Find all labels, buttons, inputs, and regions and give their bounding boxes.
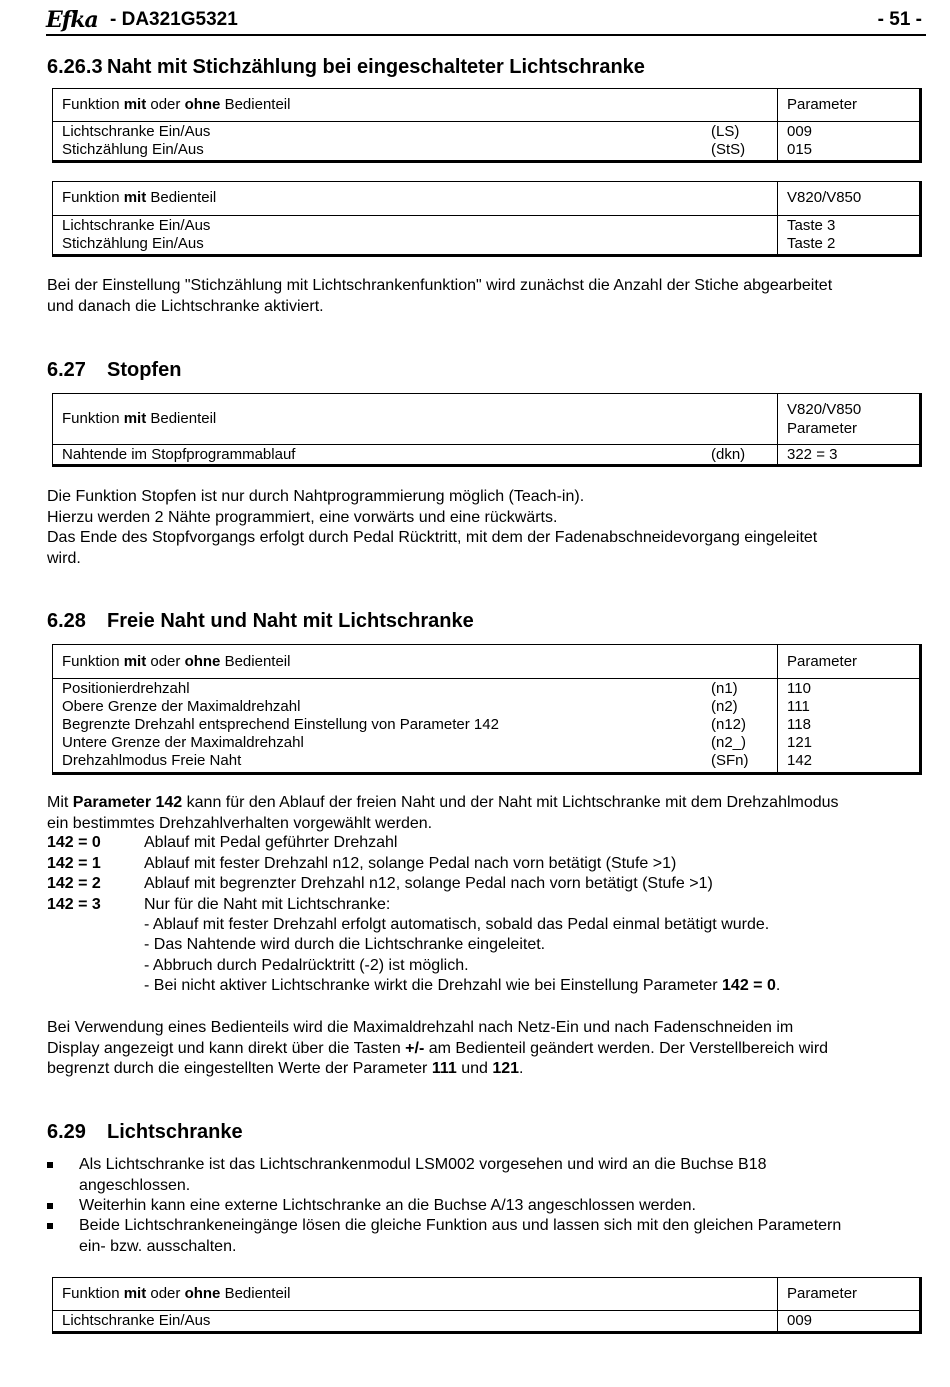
table-cell-parameter: 118 [787,716,811,733]
table-cell-code: (dkn) [711,446,746,463]
option-value: Ablauf mit begrenzter Drehzahl n12, solange Pedal nach vorn betätigt (Stufe >1) [144,875,713,892]
table-body [53,1311,919,1331]
table-body [53,445,919,464]
table-header-function: Funktion mit oder ohne Bedienteil [62,96,291,113]
table-cell-function: Stichzählung Ein/Aus [62,141,204,158]
table-cell-parameter: 009 [787,123,813,140]
table-cell-parameter: 015 [787,141,813,158]
bullet-square-icon [47,1203,53,1209]
table-cell-function: Positionierdrehzahl [62,680,190,697]
table-cell-function: Begrenzte Drehzahl entsprechend Einstellung von Parameter 142 [62,716,499,733]
paragraph: Die Funktion Stopfen ist nur durch Nahtprogrammierung möglich (Teach-in). Hierzu werden 2 Nähte programmiert, eine vorwärts und eine rückwärts. Das Ende des Stopfvorgangs erfolgt durch Pedal Rücktritt, mit dem der Fadenabschneidevorgang eingeleitet wird. [47,488,818,567]
table-cell-code: (n12) [711,716,747,733]
table-cell-function: Stichzählung Ein/Aus [62,235,204,252]
table-cell-function: Nahtende im Stopfprogrammablauf [62,446,296,463]
table-header-row [53,394,919,445]
table-header-parameter: Parameter [787,96,858,113]
option-sub-item: - Bei nicht aktiver Lichtschranke wirkt die Drehzahl wie bei Einstellung Parameter 142 = 0. [144,977,781,994]
section-title-6-29: 6.29 Lichtschranke [47,1121,243,1143]
page-number: - 51 - [877,9,922,30]
table-body [53,122,919,160]
table-header-row [53,1278,919,1311]
table-cell-parameter: 110 [787,680,811,697]
table-header-parameter: Parameter [787,1285,858,1302]
option-key: 142 = 3 [47,896,101,913]
paragraph: Mit Parameter 142 kann für den Ablauf der freien Naht und der Naht mit Lichtschranke mit dem Drehzahlmodus ein bestimmtes Drehzahlverhalten vorgewählt werden. [47,794,839,832]
section-title-6-27: 6.27 Stopfen [47,359,182,381]
table-cell-parameter: 009 [787,1312,813,1329]
speed-parameter-table [52,644,922,775]
table-cell-function: Drehzahlmodus Freie Naht [62,752,242,769]
table-header-device: V820/V850 [787,401,862,418]
table-header-parameter: Parameter [787,653,858,670]
table-cell-function: Lichtschranke Ein/Aus [62,123,211,140]
paragraph: Bei der Einstellung "Stichzählung mit Lichtschrankenfunktion" wird zunächst die Anzahl der Stiche abgearbeitet und danach die Lichtschranke aktiviert. [47,277,833,315]
table-header-function: Funktion mit oder ohne Bedienteil [62,653,291,670]
table-header-function: Funktion mit Bedienteil [62,189,217,206]
table-cell-parameter: 111 [787,698,810,715]
table-header-row [53,182,919,216]
option-value: Ablauf mit fester Drehzahl n12, solange Pedal nach vorn betätigt (Stufe >1) [144,855,677,872]
table-cell-parameter: Taste 3 [787,217,836,234]
parameter-table [52,88,922,163]
table-cell-code: (n2_) [711,734,747,751]
option-key: 142 = 0 [47,834,101,851]
table-body [53,679,919,772]
table-header-row [53,645,919,679]
table-cell-parameter: 121 [787,734,813,751]
option-sub-item: - Das Nahtende wird durch die Lichtschranke eingeleitet. [144,936,546,953]
option-key: 142 = 2 [47,875,101,892]
document-number: - DA321G5321 [110,9,238,30]
option-sub-item: - Abbruch durch Pedalrücktritt (-2) ist möglich. [144,957,469,974]
table-header-function: Funktion mit Bedienteil [62,410,217,427]
table-cell-code: (StS) [711,141,746,158]
table-cell-parameter: 322 = 3 [787,446,838,463]
bullet-square-icon [47,1162,53,1168]
control-panel-table [52,181,922,257]
table-cell-function: Lichtschranke Ein/Aus [62,1312,211,1329]
table-header-function: Funktion mit oder ohne Bedienteil [62,1285,291,1302]
table-cell-code: (n2) [711,698,738,715]
table-header-row [53,89,919,122]
table-cell-function: Lichtschranke Ein/Aus [62,217,211,234]
table-header-parameter: Parameter [787,420,858,437]
table-cell-code: (n1) [711,680,738,697]
bullet-square-icon [47,1223,53,1229]
table-cell-parameter: Taste 2 [787,235,836,252]
option-value: Ablauf mit Pedal geführter Drehzahl [144,834,398,851]
option-sub-item: - Ablauf mit fester Drehzahl erfolgt automatisch, sobald das Pedal einmal betätigt wurde. [144,916,770,933]
table-cell-function: Untere Grenze der Maximaldrehzahl [62,734,304,751]
table-cell-parameter: 142 [787,752,813,769]
efka-logo: Efka [46,7,98,33]
table-cell-code: (LS) [711,123,740,140]
option-value: Nur für die Naht mit Lichtschranke: [144,896,391,913]
section-title-6-26-3: 6.26.3 Naht mit Stichzählung bei eingeschalteter Lichtschranke [47,56,645,78]
section-title-6-28: 6.28 Freie Naht und Naht mit Lichtschranke [47,610,474,632]
option-key: 142 = 1 [47,855,101,872]
table-cell-function: Obere Grenze der Maximaldrehzahl [62,698,301,715]
light-barrier-table [52,1277,922,1334]
paragraph: Bei Verwendung eines Bedienteils wird die Maximaldrehzahl nach Netz-Ein und nach Fadenschneiden im Display angezeigt und kann direkt über die Tasten +/- am Bedienteil geändert werden. Der Verstellbereich wird begrenzt durch die eingestellten Werte der Parameter 111 und 121. [47,1019,829,1077]
table-cell-code: (SFn) [711,752,749,769]
stopfen-table [52,393,922,467]
table-header-parameter: V820/V850 [787,189,862,206]
page-header [46,6,926,36]
table-body [53,216,919,254]
